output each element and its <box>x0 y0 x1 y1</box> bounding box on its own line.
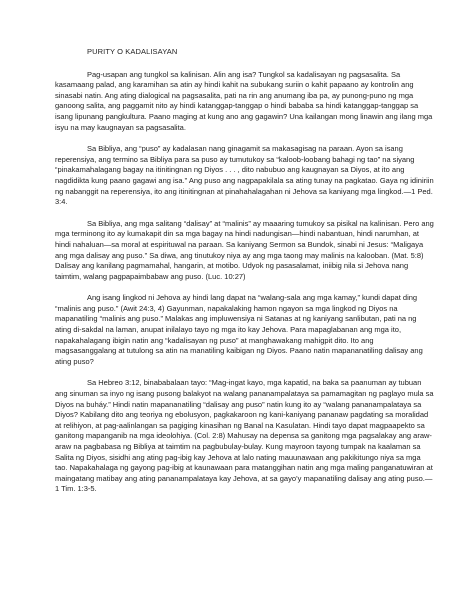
paragraph-3: Sa Bibliya, ang mga salitang “dalisay” at “malinis” ay maaaring tumukoy sa pisikal na kalinisan. Pero ang mga terminong ito ay kumakapit din sa mga bagay na hindi nadungisan—hindi nabantuan, hindi narumhan, at hindi nahaluan—sa moral at espirituwal na paraan. Sa kaniyang Sermon sa Bundok, sinabi ni Jesus: “Maligaya ang mga dalisay ang puso.” Sa diwa, ang tinutukoy niya ay ang mga taong may malinis na kalooban. (Mat. 5:8) Dalisay ang kanilang pagmamahal, hangarin, at motibo. Udyok ng pasasalamat, iniibig nila si Jehova nang taimtim, walang pagpapaimbabaw ang puso. (Luc. 10:27) <box>55 218 434 281</box>
paragraph-1: Pag-usapan ang tungkol sa kalinisan. Alin ang isa? Tungkol sa kadalisayan ng pagsasalita. Sa kasamaang palad, ang karamihan sa atin ay hindi kahit na subukang suriin o kahit papaano ay kontrolin ang sinasabi natin. Ang ating dialogical na pagsasalita, pati na rin ang anumang iba pa, ay punong-puno ng mga ganoong salita, ang paggamit nito ay hindi katanggap-tanggap o hindi bababa sa hindi katanggap-tanggap sa isang lipunang pangkultura. Paano maging at kung ano ang gagawin? Una kailangan mong linawin ang ilang mga isyu na may kaugnayan sa pagsasalita. <box>55 69 433 132</box>
paragraph-5: Sa Hebreo 3:12, binababalaan tayo: “Mag-ingat kayo, mga kapatid, na baka sa paanuman ay tubuan ang sinuman sa inyo ng isang pusong balakyot na walang pananampalataya sa pamamagitan ng paglayo mula sa Diyos na buháy.” Hindi natin mapananatiling “dalisay ang puso” natin kung ito ay “walang pananampalataya sa Diyos? Kabilang dito ang teoriya ng ebolusyon, pagkakaroon ng kani-kaniyang pananaw pagdating sa moralidad at relihiyon, at pag-aalinlangan sa pagiging kinasihan ng Banal na Kasulatan. Hindi tayo dapat magpaapekto sa ganitong mapanganib na mga ideolohiya. (Col. 2:8) Mahusay na depensa sa ganitong mga pagsalakay ang araw-araw na pagbabasa ng Bibliya at taimtim na pagbubulay-bulay. Kung mayroon tayong tumpak na kaalaman sa Salita ng Diyos, sisidhi ang ating pag-ibig kay Jehova at lalo nating mauunawaan ang pakikitungo niya sa mga tao. Napakahalaga ng gayong pag-ibig at kaunawaan para matanggihan natin ang mga maling panganatuwiran at maingatang matibay ang ating pananampalataya kay Jehova, at sa gayo’y mapanatiling dalisay ang ating puso.—1 Tim. 1:3-5. <box>55 378 434 494</box>
document-title: PURITY O KADALISAYAN <box>87 47 178 56</box>
paragraph-2: Sa Bibliya, ang “puso” ay kadalasan nang ginagamit sa makasagisag na paraan. Ayon sa isang reperensiya, ang termino sa Bibliya para sa puso ay tumutukoy sa “kaloob-loobang bahagi ng tao” na siyang “pinakamahalagang bagay na itinitingnan ng Diyos . . . , dito nabubuo ang kaugnayan sa Diyos, at ito ang nagdidikta kung paano gagawi ang isa.” Ang puso ang nagpapakilala sa ating tunay na pagkatao. Gaya ng idiniriin ng nabanggit na reperensiya, ito ang itinitingnan at pinahahalagahan ni Jehova sa kaniyang mga lingkod.—1 Ped. 3:4. <box>55 144 434 207</box>
paragraph-4: Ang isang lingkod ni Jehova ay hindi lang dapat na “walang-sala ang mga kamay,” kundi dapat ding “malinis ang puso.” (Awit 24:3, 4) Gayunman, napakalaking hamon ngayon sa mga lingkod ng Diyos na mapanatiling “malinis ang puso.” Malakas ang impluwensiya ni Satanas at ng kaniyang sanlibutan, pati na ng ating di-sakdal na laman, anupat inilalayo tayo ng mga ito kay Jehova. Para mapaglabanan ang mga ito, napakahalagang ibigin natin ang “kadalisayan ng puso” at manghawakang mahigpit dito. Ito ang magsasanggalang at tutulong sa atin na manatiling kaibigan ng Diyos. Paano natin mapananatiling dalisay ang ating puso? <box>55 293 423 366</box>
